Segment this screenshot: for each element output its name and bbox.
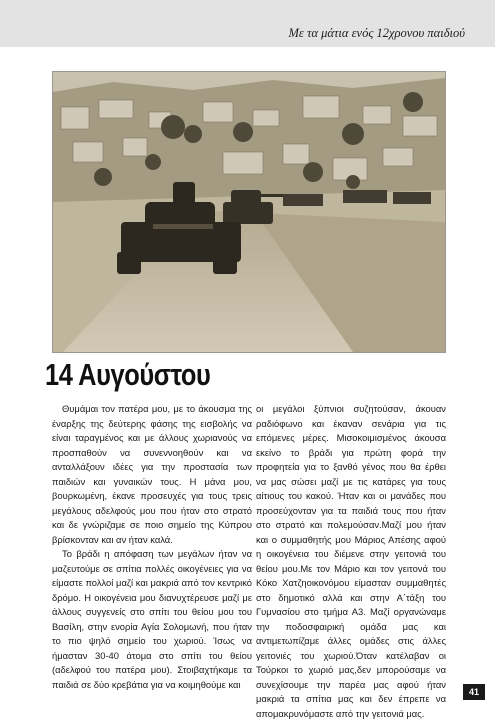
body-right-column (256, 402, 446, 721)
archival-photo (52, 71, 446, 353)
running-header-band (0, 0, 495, 47)
page-number: 41 (463, 684, 485, 700)
running-header-title: Με τα μάτια ενός 12χρονου παιδιού (288, 26, 465, 40)
paragraph: οι μεγάλοι ξύπνιοι συζητούσαν, άκουαν ραδιόφωνο και έκαναν σενάρια για τις επόμενες μέρες. Μισοκοιμισμένος άκουσα εκείνο το βράδι για πρώτη φορά την προφητεία για το ξανθό γένος που θα έρθει να μας σώσει μαζί με τις κατάρες για τους αίτιους του κακού. Ήταν και οι μανάδες που προσεύχονταν για τα παιδιά τους που ήταν στο στρατό και πολεμούσαν.Μαζί μου ήταν και ο συμμαθητής μου Μάριος Απέσης αφού η οικογένεια του διέμενε στην γειτονιά του θείου μου.Με τον Μάριο και τον γειτονά του Κόκο Χατζηοικονόμου είμασταν συμμαθητές στο δημοτικό αλλά και στην Α΄τάξη του Γυμνασίου στο τμήμα Α3. Μαζί οργανώναμε την ποδοσφαιρική ομάδα μας και αντιμετωπίζαμε άλλες ομάδες στις άλλες γειτονιές του χωριού.Όταν κατέλαβαν οι Τούρκοι το χωριό μας,δεν μπορούσαμε να συνεχίσουμε την παρέα μας αφού ήταν μακριά τα σπίτια μας και δεν έπρεπε να απομακρυνόμαστε από την γειτονιά μας. (256, 403, 446, 719)
tank-column-photo-icon (53, 72, 445, 352)
chapter-title: 14 Αυγούστου (45, 357, 211, 392)
body-left-column (52, 402, 252, 692)
paragraph: Θυμάμαι τον πατέρα μου, με το άκουσμα της έναρξης της δεύτερης φάσης της εισβολής να είναι ταραγμένος και με άλλους χωριανούς να προσπαθούν να συνεννοηθούν και να ανταλλάξουν ιδέες για την προστασία των παιδιών και γυναικών τους. Η μάνα μου, βουρκωμένη, έκανε προσευχές για τους τρεις μεγάλους αδελφούς μου που ήταν στο στρατό και δε γνώριζαμε σε ποιο σημείο της Κύπρου βρίσκονταν και αν ήταν καλά. (52, 403, 252, 545)
paragraph: Το βράδι η απόφαση των μεγάλων ήταν να μαζευτούμε σε σπίτια πολλές οικογένειες για να είμαστε πολλοί μαζί και μακριά από τον κεντρικό δρόμο. Η οικογένεια μου διανυχτέρευσε μαζί με άλλους συγγενείς στο σπίτι του θείου μου του Βασίλη, στην ενορία Αγία Σολομωνή, που ήταν το πιο ψηλό σημείο του χωριού. Ίσως να ήμασταν 30-40 άτομα στο σπίτι του θείου (αδελφού του πατέρα μου). Στοιβαχτήκαμε τα παιδιά σε δύο κρεβάτια για να κοιμηθούμε και (52, 548, 252, 690)
